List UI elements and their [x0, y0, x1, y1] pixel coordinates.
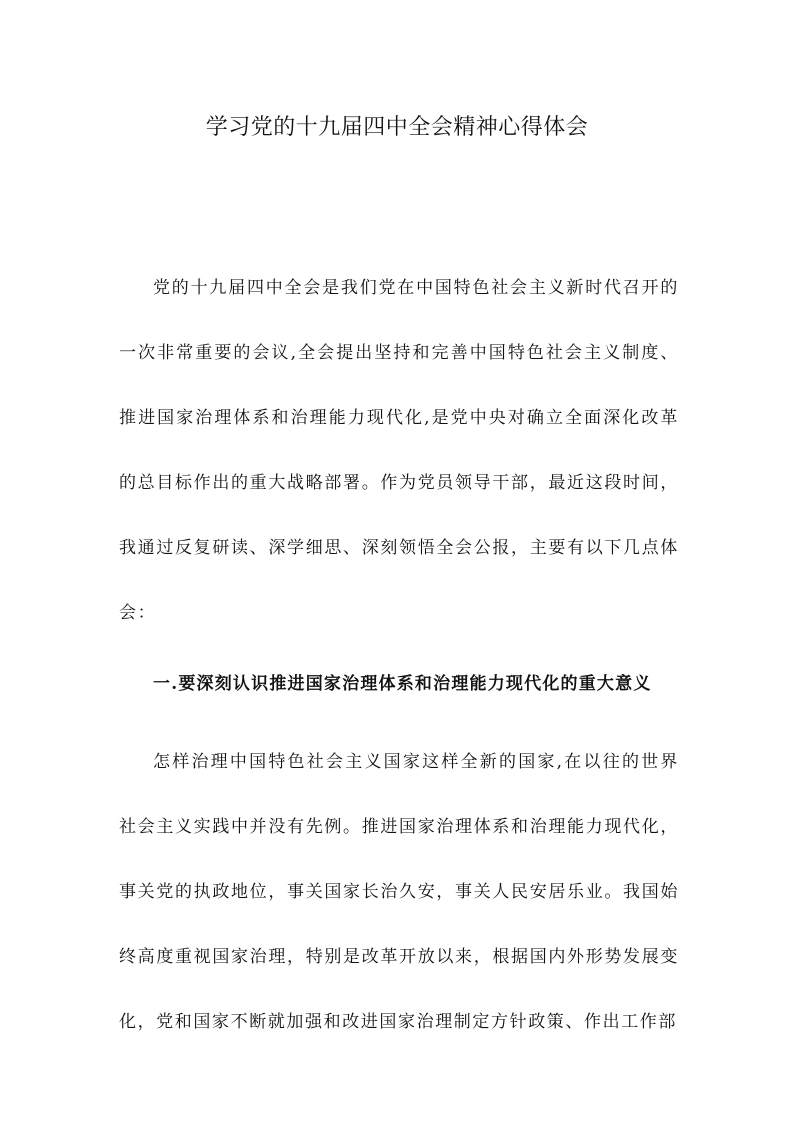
- intro-paragraph: 党的十九届四中全会是我们党在中国特色社会主义新时代召开的一次非常重要的会议,全会提出坚持和完善中国特色社会主义制度、推进国家治理体系和治理能力现代化,是党中央对确立全面深化改革的总目标作出的重大战略部署。作为党员领导干部，最近这段时间，我通过反复研读、深学细思、深刻领悟全会公报，主要有以下几点体会：: [119, 278, 679, 623]
- document-title: 学习党的十九届四中全会精神心得体会: [205, 115, 589, 140]
- section-1-paragraph: 怎样治理中国特色社会主义国家这样全新的国家,在以往的世界社会主义实践中并没有先例。推进国家治理体系和治理能力现代化，事关党的执政地位，事关国家长治久安，事关人民安居乐业。我国始终高度重视国家治理，特别是改革开放以来，根据国内外形势发展变化，党和国家不断就加强和改进国家治理制定方针政策、作出工作部: [119, 752, 679, 1032]
- section-heading-1: 一.要深刻认识推进国家治理体系和治理能力现代化的重大意义: [153, 674, 652, 694]
